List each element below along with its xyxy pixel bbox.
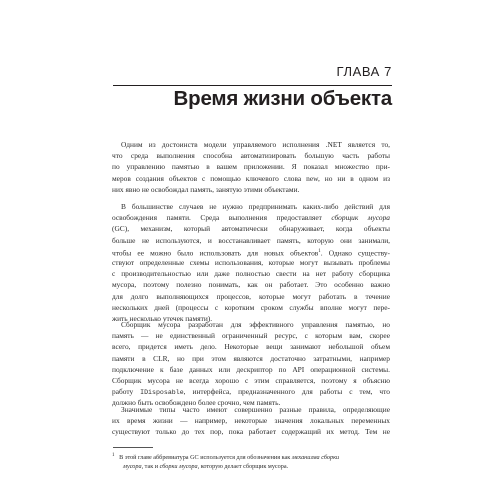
text-line: по управлению памятью в вашем приложении. Я показал множество при- (112, 162, 390, 172)
text-line: нескольких дней (процессы с коротким сроком службы вполне могут пере- (112, 302, 390, 312)
text-line: Сборщик мусора разработан для эффективного управления памятью, но (121, 320, 390, 329)
text-line (112, 246, 390, 257)
text-line: больше не используются, и восстанавливает память, которую они занимали, (112, 235, 390, 245)
text-line (112, 386, 390, 397)
text-line (112, 150, 390, 161)
footnote-ref: 1 (318, 248, 321, 254)
text-line: Значимые типы часто имеют совершенно разные правила, определяющие (121, 405, 390, 414)
footnote-line (112, 462, 390, 471)
paragraph-2 (112, 201, 390, 324)
text-line: В большинстве случаев не нужно предпринимать каких-либо действий для (121, 202, 390, 211)
text-line (112, 212, 390, 223)
text-line: память — не единственный ограниченный ресурс, с которым вам, скорее (112, 331, 390, 341)
text-line: подключение к базе данных или дескриптор по API операционной системы. (112, 364, 390, 374)
text-segment: что среда выполнения способна автоматизировать большую часть работы (112, 151, 390, 161)
text-line: всего, придется иметь дело. Некоторые вещи занимают небольшой объем (112, 342, 390, 352)
footnote-line (112, 451, 390, 462)
text-segment: В этой главе аббревиатура GC используется для обозначения как (119, 454, 291, 462)
header-rule (113, 85, 392, 86)
text-line: жить несколько утечек памяти). (112, 313, 213, 323)
text-line: должно быть освобождено более срочно, чем память. (112, 398, 281, 408)
footnote-number: 1 (112, 453, 115, 458)
text-segment: , интерфейса, предназначенного для работы с тем, что (183, 387, 390, 397)
text-line: меров создания объектов с помощью ключевого слова new, но ни в одном из (112, 173, 390, 183)
text-segment: сборки мусора (159, 463, 198, 471)
text-line: Одним из достоинств модели управляемого исполнения .NET является то, (121, 140, 390, 149)
text-line: их время жизни — например, некоторые значения локальных переменных (112, 416, 390, 426)
paragraph-4 (112, 404, 390, 438)
text-line: них явно не освобождал память, занятую этими объектами. (112, 184, 300, 194)
text-segment: мусора (123, 463, 142, 471)
text-segment: освобождения памяти. Среда выполнения предоставляет (112, 213, 322, 223)
text-segment: механизма сборки (291, 454, 340, 462)
text-line: существуют только до тех пор, пока работает содержащий их метод. Тем не (112, 427, 390, 437)
text-segment: , так и (141, 463, 159, 471)
footnote-rule (113, 447, 153, 448)
text-segment: . Однако существу- (320, 248, 390, 258)
paragraph-3 (112, 319, 390, 409)
paragraph-1 (112, 139, 390, 195)
text-line: Сборщик мусора не всегда хорошо с этим справляется, поэтому я объясню (112, 375, 390, 385)
footnote (112, 451, 390, 471)
text-line: памяти в CLR, но при этом являются достаточно затратными, например (112, 353, 390, 363)
gc-term: сборщик мусора (331, 213, 390, 223)
text-segment: работу (112, 387, 134, 397)
text-segment: чтобы ее можно было использовать для новых объектов (112, 248, 319, 258)
chapter-title: Время жизни объекта (173, 87, 392, 110)
text-line: мусора, поэтому полезно понимать, как он работает. Это особенно важно (112, 280, 390, 290)
chapter-label: ГЛАВА 7 (336, 64, 392, 79)
text-line: ствуют определенные схемы использования, которые могут вызывать проблемы (112, 257, 390, 267)
text-line: (GC), механизм, который автоматически обнаруживает, когда объекты (112, 224, 390, 234)
text-segment: , которую делает сборщик мусора. (197, 463, 289, 471)
text-line: для долго выполняющихся процессов, которые могут работать в течение (112, 291, 390, 301)
code-idisposable: IDisposable (140, 389, 184, 397)
text-line: с производительностью или даже полностью свести на нет работу сборщика (112, 269, 390, 279)
